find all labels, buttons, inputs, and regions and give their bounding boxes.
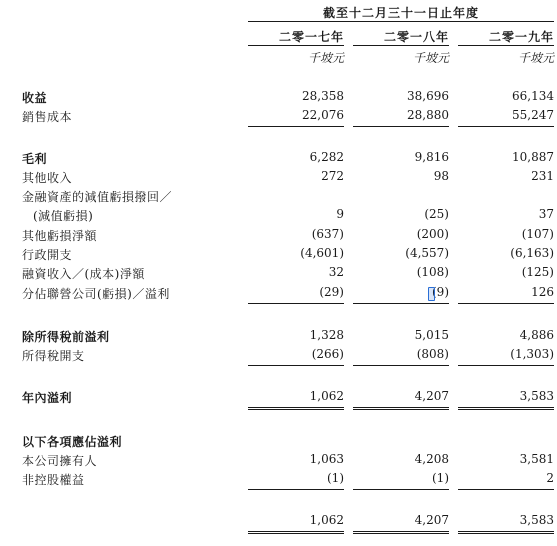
cell-owners-2019: 3,581 (519, 452, 554, 466)
cell-non-controlling-2019: 2 (546, 471, 554, 485)
subtotal-rule (353, 365, 449, 366)
period-header: 截至十二月三十一日止年度 (322, 6, 479, 20)
cell-other-losses-2019: (107) (521, 227, 554, 241)
unit-label: 千坡元 (517, 51, 554, 65)
row-label-profit-for-year: 年內溢利 (22, 391, 73, 405)
total-double-rule (458, 531, 554, 534)
cell-income-tax-2019: (1,303) (510, 347, 554, 361)
subtotal-rule (353, 303, 449, 304)
cell-total-2019: 3,583 (519, 513, 554, 527)
cell-cost-of-sales-2017: 22,076 (302, 108, 344, 122)
row-label-other-losses: 其他虧損淨額 (22, 229, 98, 243)
cell-revenue-2017: 28,358 (302, 89, 344, 103)
cell-other-losses-2017: (637) (311, 227, 344, 241)
row-label-impairment-loss: (減值虧損) (33, 209, 94, 223)
cell-other-income-2019: 231 (531, 169, 554, 183)
cell-profit-for-year-2017: 1,062 (309, 389, 344, 403)
total-double-rule (248, 531, 344, 534)
subtotal-rule (458, 365, 554, 366)
row-label-revenue: 收益 (22, 91, 48, 105)
cell-total-2018: 4,207 (414, 513, 449, 527)
row-label-non-controlling: 非控股權益 (22, 473, 85, 487)
cell-non-controlling-2018: (1) (432, 471, 449, 485)
cell-cost-of-sales-2019: 55,247 (512, 108, 554, 122)
period-header-rule (248, 21, 554, 22)
unit-label: 千坡元 (412, 51, 449, 65)
cell-admin-expenses-2019: (6,163) (510, 246, 554, 260)
cell-share-of-associate-2017: (29) (319, 285, 344, 299)
subtotal-rule (458, 303, 554, 304)
column-header-2017: 二零一七年 (278, 30, 344, 44)
cell-profit-for-year-2019: 3,583 (519, 389, 554, 403)
row-label-impairment-reversal: 金融資產的減值虧損撥回／ (22, 190, 173, 204)
cell-non-controlling-2017: (1) (327, 471, 344, 485)
total-double-rule (353, 407, 449, 410)
total-double-rule (248, 407, 344, 410)
cell-owners-2018: 4,208 (414, 452, 449, 466)
row-label-finance-income: 融資收入／(成本)淨額 (22, 267, 145, 281)
row-label-attributable-to: 以下各項應佔溢利 (22, 435, 123, 449)
column-header-rule (248, 45, 344, 46)
cell-revenue-2018: 38,696 (407, 89, 449, 103)
column-header-2018: 二零一八年 (383, 30, 449, 44)
row-label-income-tax: 所得稅開支 (22, 349, 85, 363)
cell-total-2017: 1,062 (309, 513, 344, 527)
cell-finance-income-2019: (125) (521, 265, 554, 279)
cell-gross-profit-2018: 9,816 (414, 150, 449, 164)
text-cursor-icon (428, 287, 435, 301)
cell-admin-expenses-2018: (4,557) (405, 246, 449, 260)
subtotal-rule (248, 365, 344, 366)
total-double-rule (353, 531, 449, 534)
cell-other-losses-2018: (200) (416, 227, 449, 241)
cell-profit-for-year-2018: 4,207 (414, 389, 449, 403)
cell-revenue-2019: 66,134 (512, 89, 554, 103)
cell-finance-income-2018: (108) (416, 265, 449, 279)
row-label-share-of-associate: 分佔聯營公司(虧損)／溢利 (22, 287, 170, 301)
cell-gross-profit-2017: 6,282 (309, 150, 344, 164)
column-header-rule (458, 45, 554, 46)
row-label-cost-of-sales: 銷售成本 (22, 110, 73, 124)
unit-label: 千坡元 (307, 51, 344, 65)
cell-profit-before-tax-2018: 5,015 (414, 328, 449, 342)
subtotal-rule (353, 126, 449, 127)
subtotal-rule (458, 126, 554, 127)
cell-other-income-2018: 98 (433, 169, 449, 183)
cell-impairment-2018: (25) (424, 207, 449, 221)
subtotal-rule (458, 489, 554, 490)
cell-income-tax-2017: (266) (311, 347, 344, 361)
column-header-2019: 二零一九年 (488, 30, 554, 44)
cell-profit-before-tax-2019: 4,886 (519, 328, 554, 342)
cell-profit-before-tax-2017: 1,328 (309, 328, 344, 342)
row-label-other-income: 其他收入 (22, 171, 73, 185)
row-label-gross-profit: 毛利 (22, 152, 48, 166)
cell-finance-income-2017: 32 (328, 265, 344, 279)
subtotal-rule (248, 489, 344, 490)
cell-impairment-2017: 9 (336, 207, 344, 221)
subtotal-rule (248, 126, 344, 127)
subtotal-rule (248, 303, 344, 304)
cell-owners-2017: 1,063 (309, 452, 344, 466)
cell-income-tax-2018: (808) (416, 347, 449, 361)
cell-cost-of-sales-2018: 28,880 (407, 108, 449, 122)
column-header-rule (353, 45, 449, 46)
subtotal-rule (353, 489, 449, 490)
row-label-profit-before-tax: 除所得稅前溢利 (22, 330, 110, 344)
cell-share-of-associate-2018: (9) (432, 285, 449, 299)
cell-share-of-associate-2019: 126 (531, 285, 554, 299)
cell-impairment-2019: 37 (538, 207, 554, 221)
row-label-admin-expenses: 行政開支 (22, 248, 73, 262)
cell-other-income-2017: 272 (321, 169, 344, 183)
total-double-rule (458, 407, 554, 410)
row-label-owners: 本公司擁有人 (22, 454, 98, 468)
cell-admin-expenses-2017: (4,601) (300, 246, 344, 260)
cell-gross-profit-2019: 10,887 (512, 150, 554, 164)
